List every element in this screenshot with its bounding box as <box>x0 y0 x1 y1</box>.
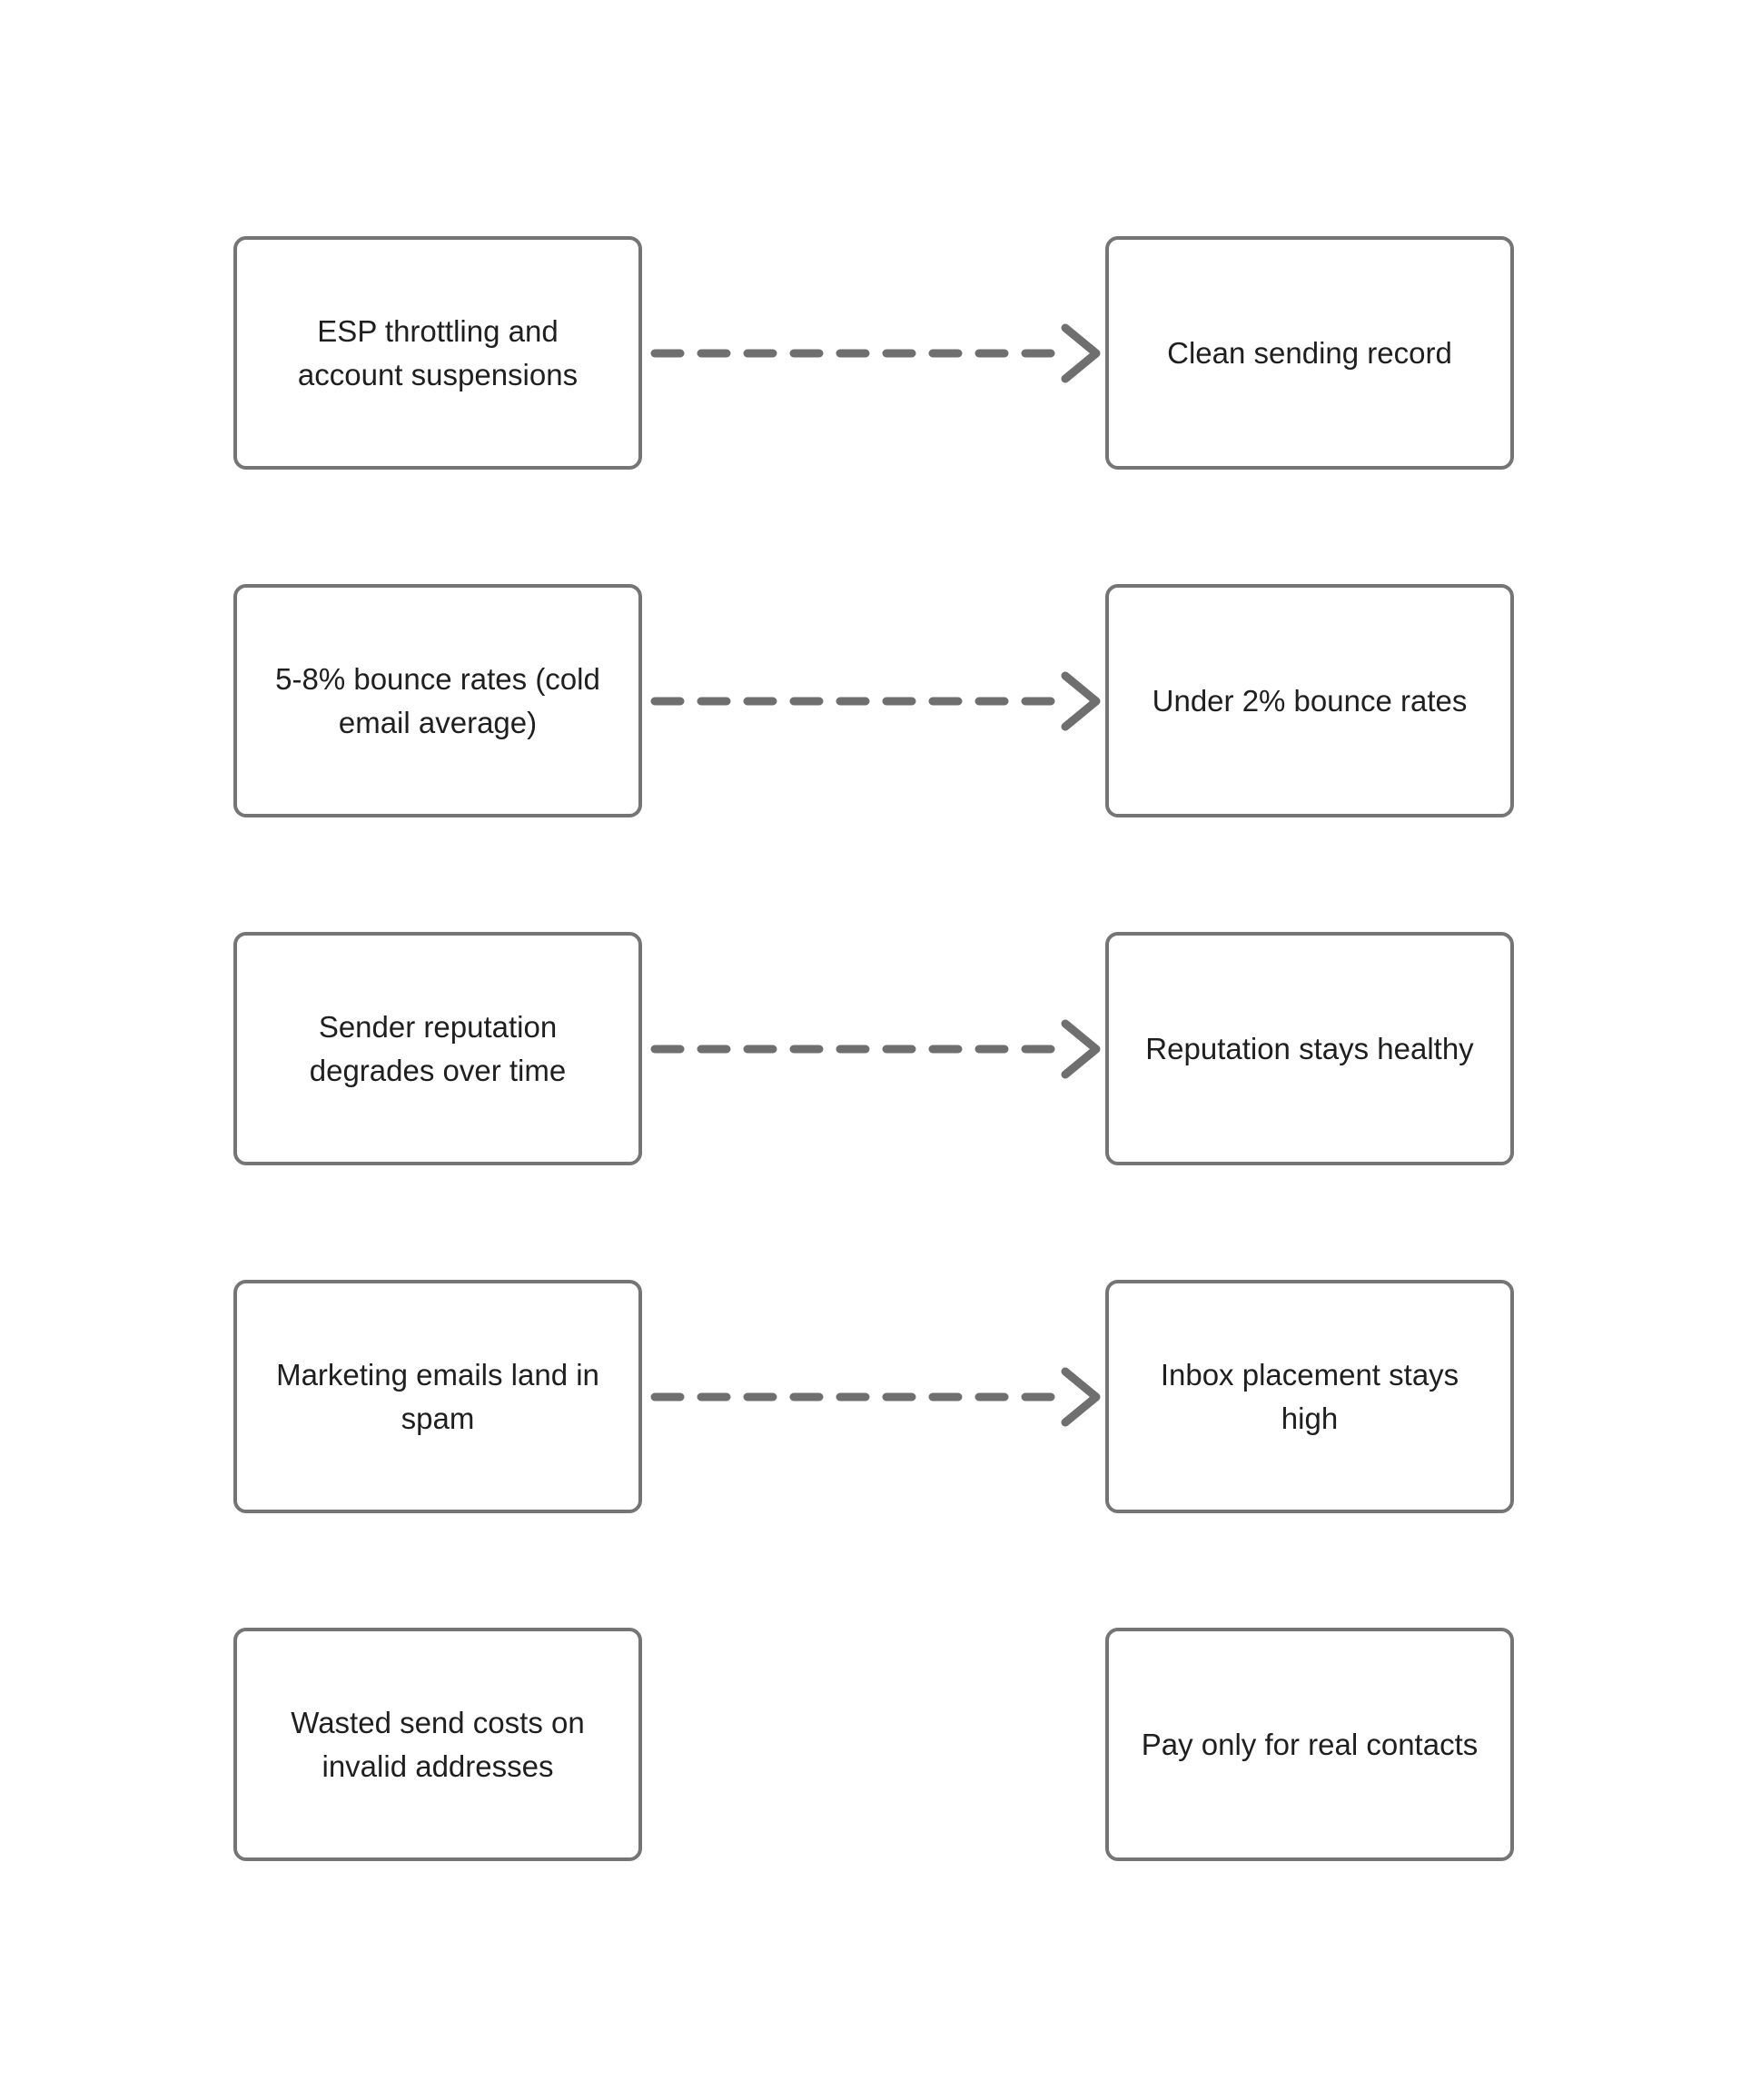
connector-1 <box>642 236 1105 470</box>
problem-node-5-label: Wasted send costs on invalid addresses <box>291 1705 585 1783</box>
problem-node-1[interactable] <box>233 236 642 470</box>
dashed-arrow-icon <box>642 669 1105 734</box>
problem-node-4-label: Marketing emails land in spam <box>276 1357 599 1435</box>
dashed-arrow-icon <box>642 1016 1105 1082</box>
problem-node-1-label: ESP throttling and account suspensions <box>297 313 579 391</box>
connector-3 <box>642 932 1105 1165</box>
problem-node-2-label: 5-8% bounce rates (cold email average) <box>275 661 600 739</box>
diagram-row-3 <box>233 932 1751 1165</box>
solution-node-2-label: Under 2% bounce rates <box>1152 683 1468 718</box>
diagram-row-2 <box>233 584 1751 817</box>
connector-4 <box>642 1280 1105 1513</box>
solution-node-4-label: Inbox placement stays high <box>1160 1357 1459 1435</box>
connector-5-empty <box>642 1628 1105 1861</box>
problem-node-2[interactable] <box>233 584 642 817</box>
solution-node-3[interactable] <box>1105 932 1514 1165</box>
diagram-row-4 <box>233 1280 1751 1513</box>
problem-node-3-label: Sender reputation degrades over time <box>309 1009 567 1087</box>
dashed-arrow-icon <box>642 321 1105 386</box>
diagram-row-1 <box>233 236 1751 470</box>
problem-node-3[interactable] <box>233 932 642 1165</box>
problem-node-5[interactable] <box>233 1628 642 1861</box>
solution-node-1-label: Clean sending record <box>1167 335 1452 370</box>
diagram-row-5 <box>233 1628 1751 1861</box>
solution-node-2[interactable] <box>1105 584 1514 817</box>
solution-node-5[interactable] <box>1105 1628 1514 1861</box>
solution-node-5-label: Pay only for real contacts <box>1141 1727 1479 1761</box>
solution-node-3-label: Reputation stays healthy <box>1145 1031 1474 1065</box>
solution-node-1[interactable] <box>1105 236 1514 470</box>
dashed-arrow-icon <box>642 1364 1105 1430</box>
solution-node-4[interactable] <box>1105 1280 1514 1513</box>
problem-node-4[interactable] <box>233 1280 642 1513</box>
connector-2 <box>642 584 1105 817</box>
